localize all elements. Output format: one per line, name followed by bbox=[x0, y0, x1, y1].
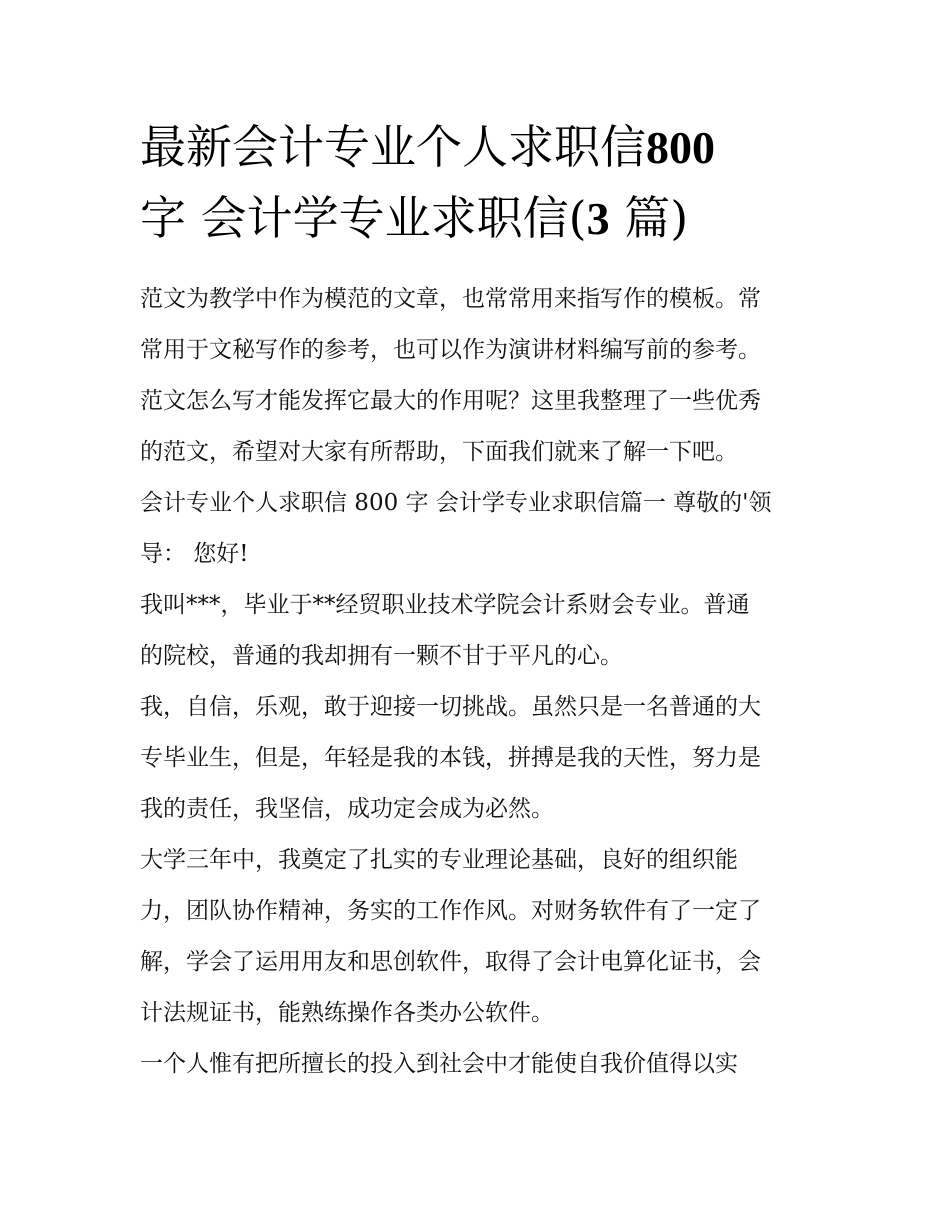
text-line: 我，自信，乐观，敢于迎接一切挑战。虽然只是一名普通的大 bbox=[140, 694, 761, 720]
text-line: 大学三年中，我奠定了扎实的专业理论基础，良好的组织能 bbox=[140, 847, 738, 873]
text-line: 我的责任，我坚信，成功定会成为必然。 bbox=[140, 796, 554, 822]
paragraph-value bbox=[140, 1039, 820, 1090]
paragraph-self-intro bbox=[140, 580, 820, 682]
text-line: 解，学会了运用用友和思创软件，取得了会计电算化证书，会 bbox=[140, 949, 761, 975]
text-line: 的范文，希望对大家有所帮助，下面我们就来了解一下吧。 bbox=[140, 439, 738, 465]
text-line: 会计专业个人求职信 800 字 会计学专业求职信篇一 尊敬的'领 bbox=[140, 490, 772, 516]
text-line: 一个人惟有把所擅长的投入到社会中才能使自我价值得以实 bbox=[140, 1051, 738, 1077]
paragraph-confidence bbox=[140, 682, 820, 835]
text-line: 范文怎么写才能发挥它最大的作用呢？这里我整理了一些优秀 bbox=[140, 388, 761, 414]
paragraph-salutation bbox=[140, 478, 820, 580]
text-line: 我叫***，毕业于**经贸职业技术学院会计系财会专业。普通 bbox=[140, 592, 750, 618]
text-line: 力，团队协作精神，务实的工作作风。对财务软件有了一定了 bbox=[140, 898, 761, 924]
document-title bbox=[140, 112, 820, 254]
text-line: 计法规证书，能熟练操作各类办公软件。 bbox=[140, 1000, 554, 1026]
title-line-1: 最新会计专业个人求职信800 bbox=[140, 120, 715, 174]
document-body bbox=[140, 274, 820, 1090]
title-line-2: 字 会计学专业求职信(3 篇) bbox=[140, 191, 689, 245]
text-line: 导： 您好! bbox=[140, 541, 249, 567]
paragraph-skills bbox=[140, 835, 820, 1039]
text-line: 专毕业生，但是，年轻是我的本钱，拼搏是我的天性，努力是 bbox=[140, 745, 761, 771]
paragraph-intro bbox=[140, 274, 820, 478]
text-line: 范文为教学中作为模范的文章，也常常用来指写作的模板。常 bbox=[140, 286, 761, 312]
text-line: 常用于文秘写作的参考，也可以作为演讲材料编写前的参考。 bbox=[140, 337, 761, 363]
text-line: 的院校，普通的我却拥有一颗不甘于平凡的心。 bbox=[140, 643, 623, 669]
